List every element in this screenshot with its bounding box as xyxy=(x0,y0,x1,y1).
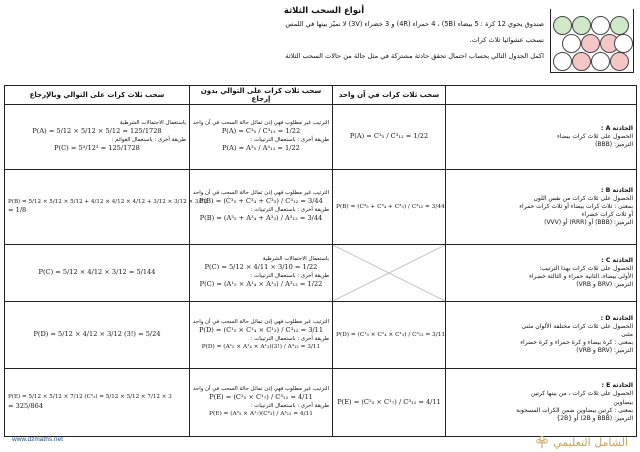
cell-d-case: الحادثة D : الحصول على ثلاث كرات مختلفة الألوان مثنى مثنى بمعنى : كرة بيضاء و كرة حمراء و كرة خضراء الترميز: (BRV و VRB) xyxy=(446,302,637,369)
ball xyxy=(553,16,572,35)
cell-c-case: الحادثة C : الحصول على ثلاث كرات بهذا الترتيب: الأولى بيضاء، الثانية حمراء و الثالثة خضراء الترميز: (BRV و VRB) xyxy=(446,245,637,302)
equation: P(E) = (C²₅ × C¹₇) / C³₁₂ = 4/11 xyxy=(337,397,441,406)
equation: P(A) = C³₅ / C³₁₂ = 1/22 xyxy=(349,132,429,141)
ball xyxy=(572,16,591,35)
equation: P(C) = (A¹₅ × A¹₄ × A¹₃) / A³₁₂ = 1/22 xyxy=(199,280,323,289)
table-row-d xyxy=(5,302,637,369)
equation: P(B) = (C³₅ + C³₄ + C³₃) / C³₁₂ = 3/44 xyxy=(199,197,323,206)
col-header-replace: سحب ثلاث كرات على التوالي وبالإرجاع xyxy=(5,86,190,105)
probability-table xyxy=(4,85,637,437)
equation: P(D) = 5/12 × 4/12 × 3/12 (3!) = 5/24 xyxy=(33,330,161,339)
equation: P(B) = (C³₅ + C³₄ + C³₃) / C³₁₂ = 3/44 xyxy=(336,203,445,210)
not-applicable-cross xyxy=(333,245,445,301)
problem-task: اكمل الجدول التالي بحساب احتمال تحقق حادثة مشتركة في مثل حالة من حالات السحب الثلاثة xyxy=(285,52,544,60)
ball xyxy=(614,34,633,53)
cell-b-simul xyxy=(333,170,446,245)
ball-jar-illustration xyxy=(550,9,634,73)
equation: P(C) = 5/12 × 4/11 × 3/10 = 1/22 xyxy=(204,263,318,272)
cell-e-simul xyxy=(333,369,446,437)
ball xyxy=(610,16,629,35)
equation: = 325/864 xyxy=(8,401,44,410)
cell-c-noreplace: باستعمال الاحتمالات الشرطية P(C) = 5/12 × 4/11 × 3/10 = 1/22 طريقة أخرى : باستعمال الترتيبات : P(C) = (A¹₅ × A¹₄ × A¹₃) / A³₁₂ = 1/22 xyxy=(190,245,333,302)
ball xyxy=(553,52,572,71)
ball xyxy=(591,52,610,71)
equation: P(C) = 5³/12³ = 125/1728 xyxy=(54,144,140,153)
cell-e-noreplace: الترتيب غير مطلوب فهي إذن تماثل حالة السحب في آن واحد P(E) = (C²₅ × C¹₇) / C³₁₂ = 4/11 طريقة أخرى : باستعمال الترتيبات : P(E) = (A²₅ × A¹₇)(C²₃) / A³₁₂ = 4/11 xyxy=(190,369,333,437)
ball xyxy=(610,52,629,71)
cell-a-simul xyxy=(333,105,446,170)
brand-logo xyxy=(535,435,628,449)
cell-a-replace: باستعمال الاحتمالات الشرطية P(A) = 5/12 × 5/12 × 5/12 = 125/1728 طريقة أخرى : باستعمال القوائم : P(C) = 5³/12³ = 125/1728 xyxy=(5,105,190,170)
problem-statement: صندوق يحوي 12 كرة : 5 بيضاء (5B) ، 4 حمراء (4R) و 3 خضراء (3V) لا نميّز بينها في اللمس xyxy=(285,20,544,28)
equation: P(A) = C³₅ / C³₁₂ = 1/22 xyxy=(221,127,301,136)
table-row-b xyxy=(5,170,637,245)
cell-d-simul xyxy=(333,302,446,369)
cell-c-replace xyxy=(5,245,190,302)
cell-b-noreplace: الترتيب غير مطلوب فهي إذن تماثل حالة السحب في آن واحد P(B) = (C³₅ + C³₄ + C³₃) / C³₁₂ = 3/44 طريقة أخرى : باستعمال الترتيبات : P(B) = (A³₅ + A³₄ + A³₃) / A³₁₂ = 3/44 xyxy=(190,170,333,245)
equation: P(E) = (C²₅ × C¹₇) / C³₁₂ = 4/11 xyxy=(209,393,313,402)
table-row-e xyxy=(5,369,637,437)
cell-d-noreplace: الترتيب غير مطلوب فهي إذن تماثل حالة السحب في آن واحد P(D) = (C¹₅ × C¹₄ × C¹₃) / C³₁₂ = 3/11 طريقة أخرى : باستعمال الترتيبات : P(D) = (A¹₅ × A¹₄ × A¹₃)(3!) / A³₁₂ = 3/11 xyxy=(190,302,333,369)
cell-e-case: الحادثة E : الحصول على ثلاث كرات ، من بينها كرتين بيضاوين بمعنى : كرتين بيضاوين ضمن الكرات المسحوبة الترميز: (BBB̄ و 2B) أو {2B} xyxy=(446,369,637,437)
ball xyxy=(572,52,591,71)
equation: P(E) = (A²₅ × A¹₇)(C²₃) / A³₁₂ = 4/11 xyxy=(209,411,313,418)
tree-logo-icon xyxy=(535,435,549,449)
cell-a-noreplace: الترتيب غير مطلوب فهي إذن تماثل حالة السحب في آن واحد P(A) = C³₅ / C³₁₂ = 1/22 طريقة أخرى : باستعمال الترتيبات : P(A) = A³₅ / A³₁₂ = 1/22 xyxy=(190,105,333,170)
col-header-noreplace: سحب ثلاث كرات على التوالي بدون إرجاع xyxy=(190,86,333,105)
equation: P(A) = 5/12 × 5/12 × 5/12 = 125/1728 xyxy=(32,127,162,136)
site-url-link[interactable]: www.dzmaths.net xyxy=(12,436,63,443)
cell-b-replace xyxy=(5,170,208,245)
equation: P(D) = (A¹₅ × A¹₄ × A¹₃)(3!) / A³₁₂ = 3/11 xyxy=(201,343,321,350)
ball xyxy=(562,34,581,53)
equation: P(A) = A³₅ / A³₁₂ = 1/22 xyxy=(222,144,300,153)
col-header-simul: سحب ثلاث كرات في آن واحد xyxy=(333,86,446,105)
cell-c-simul-empty xyxy=(333,245,446,302)
equation: P(D) = (C¹₅ × C¹₄ × C¹₃) / C³₁₂ = 3/11 xyxy=(198,325,324,334)
equation: P(B) = 5/12 × 5/12 × 5/12 + 4/12 × 4/12 × 4/12 + 3/12 × 3/12 × 3/12 xyxy=(8,198,208,205)
table-row-c xyxy=(5,245,637,302)
cell-b-case: الحادثة B : الحصول على ثلاث كرات من نفس اللون بمعنى : ثلاث كرات بيضاء أو ثلاث كرات حمراء أو ثلاث كرات خضراء الترميز: (BBB) أو (RRR) أو (VVV) xyxy=(446,170,637,245)
table-row-a xyxy=(5,105,637,170)
worksheet-page xyxy=(4,3,636,449)
equation: P(C) = 5/12 × 4/12 × 3/12 = 5/144 xyxy=(38,268,156,277)
equation: P(B) = (A³₅ + A³₄ + A³₃) / A³₁₂ = 3/44 xyxy=(199,214,323,223)
problem-instruction: نسحب عشوائيا ثلاث كرات. xyxy=(469,36,544,44)
equation: = 1/8 xyxy=(8,206,27,215)
table-header-row xyxy=(5,86,637,105)
cell-a-case: الحادثة A : الحصول على ثلاث كرات بيضاء الترميز: (BBB) xyxy=(446,105,637,170)
equation: P(D) = (C¹₅ × C¹₄ × C¹₃) / C³₁₂ = 3/11 xyxy=(336,331,446,338)
col-header-case xyxy=(446,86,637,105)
worksheet-header xyxy=(4,3,636,83)
ball xyxy=(581,34,600,53)
brand-name: الشامل التعليمي xyxy=(553,435,628,449)
ball xyxy=(591,16,610,35)
worksheet-title: أنواع السحب الثلاثة xyxy=(283,6,365,16)
equation: P(E) = 5/12 × 5/12 × 7/12 (C²₃) = 5/12 × 5/12 × 7/12 × 3 xyxy=(8,394,172,401)
cell-e-replace xyxy=(5,369,190,437)
cell-d-replace xyxy=(5,302,190,369)
